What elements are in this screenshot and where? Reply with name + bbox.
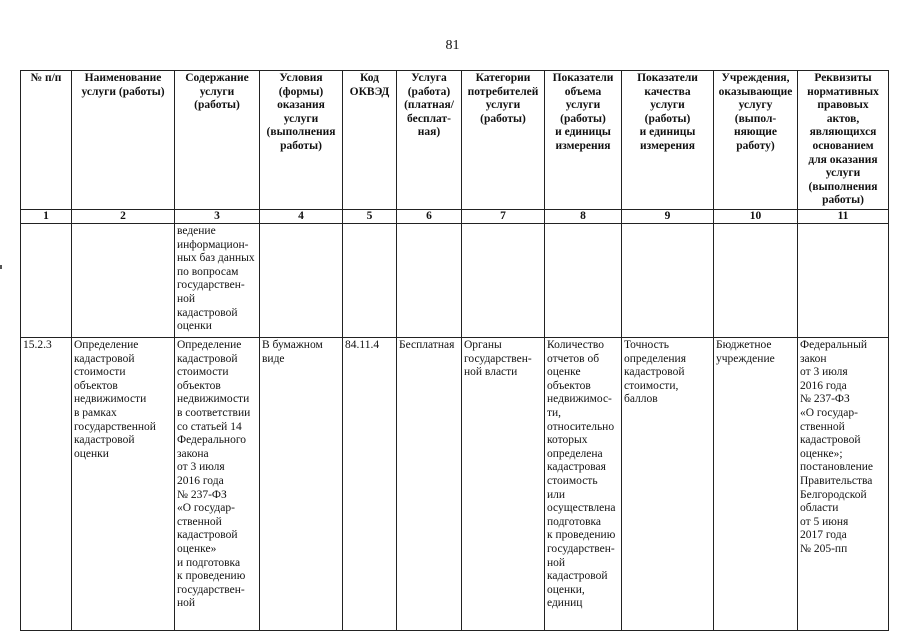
- column-number: 4: [260, 210, 343, 224]
- cell-service-content: ведение информацион- ных баз данных по вопросам государствен- ной кадастровой оценки: [175, 224, 260, 338]
- cell-institutions: Бюджетное учреждение: [714, 338, 798, 631]
- cell-legal-acts: Федеральный закон от 3 июля 2016 года № 237-ФЗ «О государ- ственной кадастровой оценке»; постановление Правительства Белгородской области от 5 июня 2017 года № 205-пп: [798, 338, 889, 631]
- cell-service-name: [72, 224, 175, 338]
- header-number: № п/п: [21, 71, 72, 210]
- cell-volume-indicators: Количество отчетов об оценке объектов недвижимос- ти, относительно которых определена кадастровая стоимость или осуществлена подготовка к проведению государствен- ной кадастровой оценки, единиц: [545, 338, 622, 631]
- cell-conditions: [260, 224, 343, 338]
- header-paid-free: Услуга (работа) (платная/ бесплат- ная): [397, 71, 462, 210]
- column-number: 10: [714, 210, 798, 224]
- cell-paid-free: Бесплатная: [397, 338, 462, 631]
- cell-institutions: [714, 224, 798, 338]
- cell-paid-free: [397, 224, 462, 338]
- header-okved-code: Код ОКВЭД: [343, 71, 397, 210]
- column-number: 8: [545, 210, 622, 224]
- column-number: 9: [622, 210, 714, 224]
- cell-service-content: Определение кадастровой стоимости объектов недвижимости в соответствии со статьей 14 Федерального закона от 3 июля 2016 года № 237-ФЗ «О государ- ственной кадастровой оценке» и подготовка к проведению государствен- ной: [175, 338, 260, 631]
- cell-volume-indicators: [545, 224, 622, 338]
- column-number: 2: [72, 210, 175, 224]
- header-service-name: Наименование услуги (работы): [72, 71, 175, 210]
- column-number: 5: [343, 210, 397, 224]
- cell-consumer-categories: [462, 224, 545, 338]
- page-number: 81: [445, 38, 460, 53]
- cell-consumer-categories: Органы государствен- ной власти: [462, 338, 545, 631]
- column-number: 6: [397, 210, 462, 224]
- header-service-content: Содержание услуги (работы): [175, 71, 260, 210]
- cell-quality-indicators: Точность определения кадастровой стоимости, баллов: [622, 338, 714, 631]
- header-volume-indicators: Показатели объема услуги (работы) и единицы измерения: [545, 71, 622, 210]
- scan-margin-mark: [0, 265, 2, 269]
- header-conditions: Условия (формы) оказания услуги (выполнения работы): [260, 71, 343, 210]
- cell-service-name: Определение кадастровой стоимости объектов недвижимости в рамках государственной кадастровой оценки: [72, 338, 175, 631]
- header-institutions: Учреждения, оказывающие услугу (выпол- няющие работу): [714, 71, 798, 210]
- cell-okved-code: 84.11.4: [343, 338, 397, 631]
- column-number-row: [21, 210, 889, 224]
- cell-number: 15.2.3: [21, 338, 72, 631]
- table-header-row: [21, 71, 889, 210]
- column-number: 3: [175, 210, 260, 224]
- header-legal-acts: Реквизиты нормативных правовых актов, являющихся основанием для оказания услуги (выполнения работы): [798, 71, 889, 210]
- column-number: 1: [21, 210, 72, 224]
- cell-conditions: В бумажном виде: [260, 338, 343, 631]
- cell-quality-indicators: [622, 224, 714, 338]
- column-number: 11: [798, 210, 889, 224]
- header-quality-indicators: Показатели качества услуги (работы) и единицы измерения: [622, 71, 714, 210]
- services-table: [20, 70, 889, 631]
- table-row-continuation: [21, 224, 889, 338]
- cell-number: [21, 224, 72, 338]
- cell-okved-code: [343, 224, 397, 338]
- table-row-15-2-3: [21, 338, 889, 631]
- cell-legal-acts: [798, 224, 889, 338]
- header-consumer-categories: Категории потребителей услуги (работы): [462, 71, 545, 210]
- column-number: 7: [462, 210, 545, 224]
